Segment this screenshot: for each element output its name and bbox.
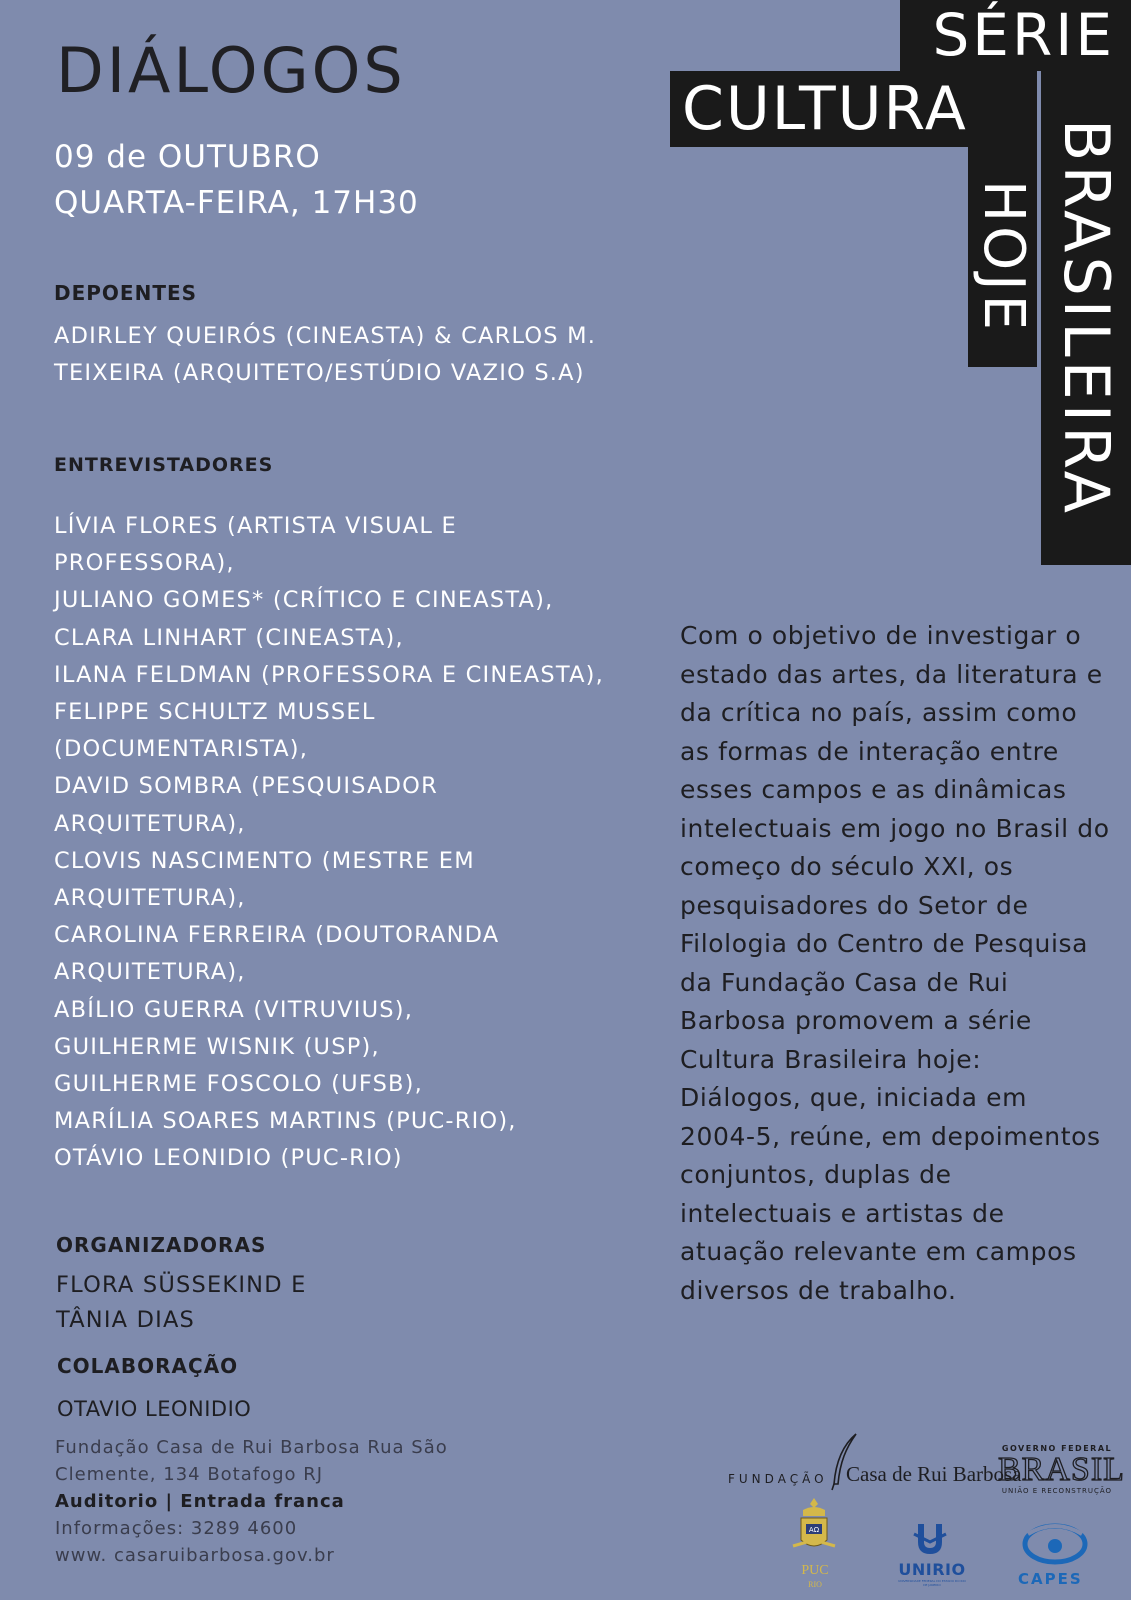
venue-phone: Informações: 3289 4600 [55, 1518, 298, 1539]
fundacao-logo [728, 1468, 828, 1487]
list-item: CAROLINA FERREIRA (DOUTORANDA ARQUITETURA), [54, 922, 500, 986]
list-item: ABÍLIO GUERRA (VITRUVIUS), [54, 996, 414, 1023]
organizadora-1: FLORA SÜSSEKIND E [56, 1272, 307, 1298]
list-item: GUILHERME WISNIK (USP), [54, 1033, 380, 1060]
gov-main: BRASIL [998, 1451, 1125, 1488]
serie-box [900, 0, 1131, 71]
unirio-logo [896, 1560, 968, 1587]
brasileira-word: BRASILEIRA [1050, 118, 1123, 518]
capes-name: CAPES [1018, 1570, 1083, 1588]
series-description: Com o objetivo de investigar o estado das artes, da literatura e da crítica no país, assim como as formas de interação entre esses campos e as dinâmicas intelectuais em jogo no Brasil do começo do século XXI, os pesquisadores do Setor de Filologia do Centro de Pesquisa da Fundação Casa de Rui Barbosa promovem a série Cultura Brasileira hoje: Diálogos, que, iniciada em 2004-5, reúne, em depoimentos conjuntos, duplas de intelectuais e artistas de atuação relevante em campos diversos de trabalho. [680, 621, 1110, 1305]
event-date: 09 de OUTUBRO [54, 139, 321, 175]
list-item: DAVID SOMBRA (PESQUISADOR ARQUITETURA), [54, 773, 438, 837]
list-item: FELIPPE SCHULTZ MUSSEL (DOCUMENTARISTA), [54, 699, 376, 763]
event-date-block [54, 134, 419, 226]
list-item: OTÁVIO LEONIDIO (PUC-RIO) [54, 1145, 403, 1172]
puc-sub: RIO [808, 1580, 822, 1589]
cultura-box [670, 71, 1037, 147]
organizadoras-label: ORGANIZADORAS [56, 1233, 267, 1257]
fundacao-prefix: FUNDAÇÃO [728, 1472, 828, 1486]
depoentes-label: DEPOENTES [54, 281, 198, 305]
event-title: DIÁLOGOS [56, 34, 406, 107]
depoentes-text: ADIRLEY QUEIRÓS (CINEASTA) & CARLOS M. TEIXEIRA (ARQUITETO/ESTÚDIO VAZIO S.A) [54, 323, 597, 386]
entrevistadores-list [54, 508, 614, 1178]
list-item: MARÍLIA SOARES MARTINS (PUC-RIO), [54, 1108, 517, 1135]
organizadoras-names [56, 1268, 307, 1338]
venue-website: www. casaruibarbosa.gov.br [55, 1545, 335, 1566]
unirio-symbol-icon [910, 1520, 950, 1560]
venue-footer [55, 1434, 495, 1569]
list-item: GUILHERME FOSCOLO (UFSB), [54, 1071, 424, 1098]
unirio-sub: UNIVERSIDADE FEDERAL DO ESTADO DO RIO DE JANEIRO [898, 1579, 966, 1587]
list-item: LÍVIA FLORES (ARTISTA VISUAL E PROFESSORA), [54, 513, 457, 577]
gov-federal-logo [998, 1444, 1125, 1495]
puc-crest-icon [787, 1496, 841, 1562]
venue-address: Fundação Casa de Rui Barbosa Rua São Clemente, 134 Botafogo RJ [55, 1437, 448, 1485]
entrevistadores-label: ENTREVISTADORES [54, 454, 274, 476]
colaboracao-name: OTAVIO LEONIDIO [57, 1397, 252, 1421]
puc-name: PUC [801, 1563, 829, 1578]
organizadora-2: TÂNIA DIAS [56, 1307, 196, 1333]
capes-symbol-icon [1020, 1520, 1090, 1566]
svg-text:AΩ: AΩ [808, 1526, 820, 1534]
unirio-name: UNIRIO [898, 1560, 966, 1579]
gov-bottom: UNIÃO E RECONSTRUÇÃO [1001, 1487, 1113, 1495]
serie-word: SÉRIE [932, 1, 1115, 69]
colaboracao-label: COLABORAÇÃO [57, 1354, 239, 1378]
list-item: ILANA FELDMAN (PROFESSORA E CINEASTA), [54, 661, 605, 688]
gov-top: GOVERNO FEDERAL [1001, 1444, 1113, 1453]
list-item: CLOVIS NASCIMENTO (MESTRE EM ARQUITETURA), [54, 847, 475, 912]
fundacao-name: Casa de Rui Barbosa [846, 1462, 1022, 1486]
event-weekday-time: QUARTA-FEIRA, 17H30 [54, 185, 419, 221]
list-item: CLARA LINHART (CINEASTA), [54, 624, 404, 651]
list-item: JULIANO GOMES* (CRÍTICO E CINEASTA), [54, 587, 554, 614]
puc-logo-text [795, 1564, 835, 1592]
hoje-word: HOJE [970, 179, 1036, 335]
cultura-word: CULTURA [682, 74, 968, 144]
hoje-box [968, 147, 1037, 367]
brasileira-box [1041, 71, 1131, 565]
venue-entry: Auditorio | Entrada franca [55, 1491, 345, 1512]
